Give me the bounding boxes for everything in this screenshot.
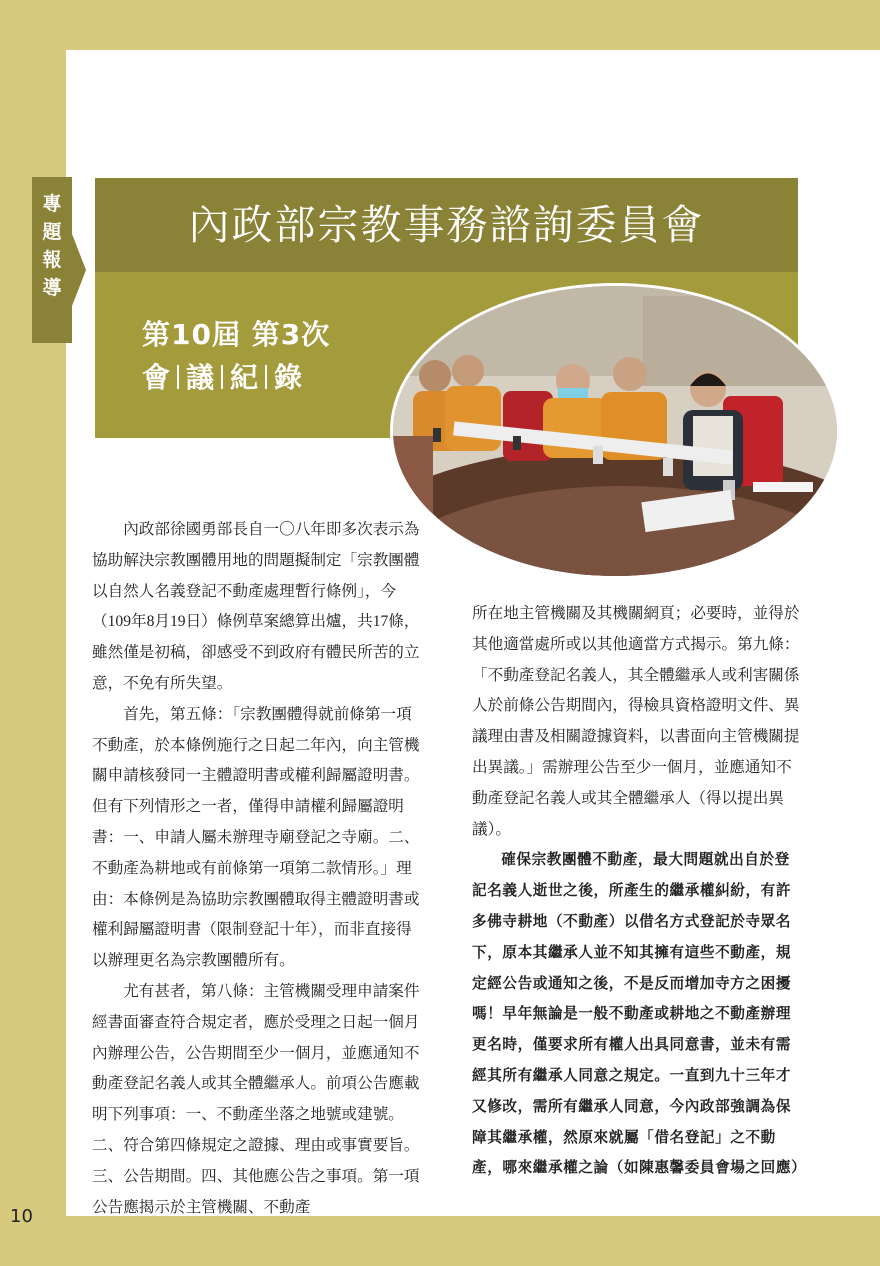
article-paragraph: 所在地主管機關及其機關網頁；必要時，並得於其他適當處所或以其他適當方式揭示。第九條：「不動產登記名義人，其全體繼承人或利害關係人於前條公告期間內，得檢具資格證明文件、異議理由書及相關證據資料，以書面向主管機關提出異議。」需辦理公告至少一個月，並應通知不動產登記名義人或其全體繼承人（得以提出異議）。 — [472, 605, 800, 838]
subtitle-char: 錄 — [274, 361, 303, 394]
article-column-left — [92, 515, 425, 1223]
subtitle-session: 第10屆 第3次 — [142, 318, 331, 351]
section-tab-char: 導 — [42, 277, 62, 299]
subtitle-divider — [265, 365, 267, 389]
section-tab-pointer — [72, 234, 86, 306]
section-tab-char: 報 — [42, 249, 62, 271]
subtitle-char: 紀 — [230, 361, 259, 394]
section-tab-label — [32, 190, 72, 302]
article-column-right — [472, 599, 807, 1184]
subtitle-divider — [177, 365, 179, 389]
section-tab-char: 題 — [42, 221, 62, 243]
meeting-photo — [390, 283, 840, 579]
article-bold-paragraph: 確保宗教團體不動產，最大問題就出自於登記名義人逝世之後，所產生的繼承權糾紛，有許多佛寺耕地（不動產）以借名方式登記於寺眾名下，原本其繼承人並不知其擁有這些不動產，規定經公告或通知之後，不是反而增加寺方之困擾嗎！早年無論是一般不動產或耕地之不動產辦理更名時，僅要求所有權人出具同意書，並未有需經其所有繼承人同意之規定。一直到九十三年才又修改，需所有繼承人同意，今內政部強調為保障其繼承權，然原來就屬「借名登記」之不動產，哪來繼承權之論（如陳惠馨委員會場之回應） — [472, 851, 807, 1177]
article-paragraph: 內政部徐國勇部長自一〇八年即多次表示為協助解決宗教團體用地的問題擬制定「宗教團體以自然人名義登記不動產處理暫行條例」，今（109年8月19日）條例草案總算出爐，共17條，雖然僅是初稿，卻感受不到政府有體民所苦的立意，不免有所失望。 — [92, 521, 420, 692]
subtitle-minutes — [142, 356, 302, 396]
article-paragraph: 尤有甚者，第八條：主管機關受理申請案件經書面審查符合規定者，應於受理之日起一個月內辦理公告，公告期間至少一個月，並應通知不動產登記名義人或其全體繼承人。前項公告應載明下列事項：一、不動產坐落之地號或建號。二、符合第四條規定之證據、理由或事實要旨。三、公告期間。四、其他應公告之事項。第一項公告應揭示於主管機關、不動產 — [92, 982, 420, 1216]
subtitle-char: 議 — [186, 361, 215, 394]
article-title: 內政部宗教事務諮詢委員會 — [188, 201, 705, 249]
subtitle-char: 會 — [142, 361, 171, 394]
section-tab-char: 專 — [42, 193, 62, 215]
subtitle-divider — [221, 365, 223, 389]
page-number: 10 — [10, 1206, 33, 1227]
article-paragraph: 首先，第五條：「宗教團體得就前條第一項不動產，於本條例施行之日起二年內，向主管機關申請核發同一主體證明書或權利歸屬證明書。但有下列情形之一者，僅得申請權利歸屬證明書：一、申請人屬未辦理寺廟登記之寺廟。二、不動產為耕地或有前條第一項第二款情形。」理由：本條例是為協助宗教團體取得主體證明書或權利歸屬證明書（限制登記十年），而非直接得以辦理更名為宗教團體所有。 — [92, 705, 420, 970]
